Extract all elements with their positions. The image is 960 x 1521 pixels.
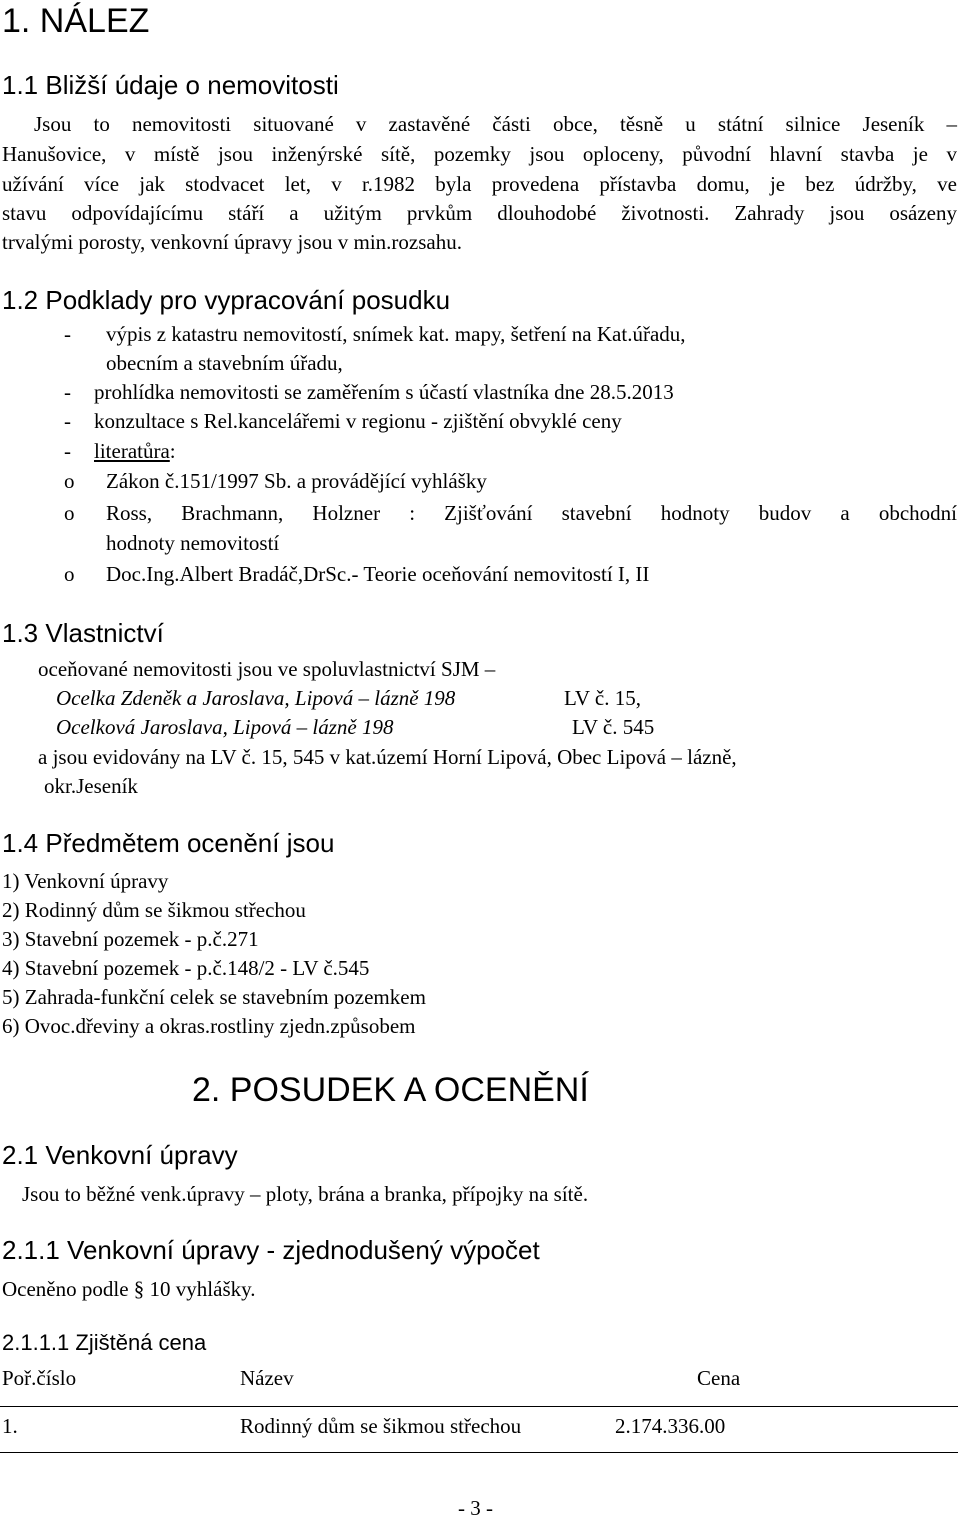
table-cell-price: 2.174.336.00	[615, 1414, 726, 1438]
list-item: výpis z katastru nemovitostí, snímek kat. mapy, šetření na Kat.úřadu,	[106, 322, 686, 346]
paragraph-line: užívání více jak stodvacet let, v r.1982 byla provedena přístavba domu, je bez údržby, ve	[2, 172, 957, 196]
list-bullet: -	[64, 439, 71, 463]
page-number: - 3 -	[458, 1496, 493, 1520]
table-header-name: Název	[240, 1366, 294, 1390]
list-bullet: o	[64, 469, 75, 493]
list-bullet: o	[64, 501, 75, 525]
section-2-1-1-text: Oceněno podle § 10 vyhlášky.	[2, 1277, 256, 1301]
section-2-1-heading: 2.1 Venkovní úpravy	[2, 1140, 238, 1170]
paragraph-line: trvalými porosty, venkovní úpravy jsou v min.rozsahu.	[2, 230, 462, 254]
table-rule	[0, 1406, 958, 1407]
section-2-heading: 2. POSUDEK A OCENĚNÍ	[192, 1071, 589, 1109]
section-1-1-heading: 1.1 Bližší údaje o nemovitosti	[2, 70, 339, 100]
owner-name: Ocelková Jaroslava, Lipová – lázně 198	[56, 715, 394, 739]
owner-lv: LV č. 545	[572, 715, 655, 739]
section-1-2-heading: 1.2 Podklady pro vypracování posudku	[2, 285, 451, 315]
list-item: hodnoty nemovitostí	[106, 531, 280, 555]
table-header-price: Cena	[697, 1366, 741, 1390]
section-1-heading: 1. NÁLEZ	[2, 2, 150, 40]
list-item: 2) Rodinný dům se šikmou střechou	[2, 898, 306, 922]
list-bullet: -	[64, 380, 71, 404]
owner-lv: LV č. 15,	[564, 686, 642, 710]
ownership-intro: oceňované nemovitosti jsou ve spoluvlastnictví SJM –	[38, 657, 496, 681]
list-item: Ross, Brachmann, Holzner : Zjišťování stavební hodnoty budov a obchodní	[106, 501, 957, 525]
registry-line: okr.Jeseník	[44, 774, 138, 798]
list-item: 4) Stavební pozemek - p.č.148/2 - LV č.545	[2, 956, 370, 980]
list-item: 5) Zahrada-funkční celek se stavebním pozemkem	[2, 985, 426, 1009]
list-item: 3) Stavební pozemek - p.č.271	[2, 927, 259, 951]
table-rule	[0, 1452, 958, 1453]
table-header-order: Poř.číslo	[2, 1366, 77, 1390]
registry-line: a jsou evidovány na LV č. 15, 545 v kat.území Horní Lipová, Obec Lipová – lázně,	[38, 745, 737, 769]
literature-label: literatůra	[94, 439, 170, 463]
list-item: konzultace s Rel.kancelářemi v regionu - zjištění obvyklé ceny	[94, 409, 622, 433]
section-2-1-1-heading: 2.1.1 Venkovní úpravy - zjednodušený výpočet	[2, 1235, 540, 1265]
list-item: Zákon č.151/1997 Sb. a provádějící vyhlášky	[106, 469, 487, 493]
list-item: obecním a stavebním úřadu,	[106, 351, 343, 375]
owner-name: Ocelka Zdeněk a Jaroslava, Lipová – lázně 198	[56, 686, 456, 710]
list-item: 1) Venkovní úpravy	[2, 869, 169, 893]
paragraph-line: Jsou to nemovitosti situované v zastavěné části obce, těsně u státní silnice Jeseník –	[34, 112, 957, 136]
list-item: Doc.Ing.Albert Bradáč,DrSc.- Teorie oceňování nemovitostí I, II	[106, 562, 650, 586]
literature-colon: :	[169, 439, 176, 463]
section-1-3-heading: 1.3 Vlastnictví	[2, 618, 164, 648]
list-item: prohlídka nemovitosti se zaměřením s účastí vlastníka dne 28.5.2013	[94, 380, 674, 404]
list-bullet: -	[64, 322, 71, 346]
section-2-1-1-1-heading: 2.1.1.1 Zjištěná cena	[2, 1330, 207, 1355]
paragraph-line: Hanušovice, v místě jsou inženýrské sítě, pozemky jsou oploceny, původní hlavní stavba je v	[2, 142, 957, 166]
list-item: 6) Ovoc.dřeviny a okras.rostliny zjedn.způsobem	[2, 1014, 416, 1038]
section-1-4-heading: 1.4 Předmětem ocenění jsou	[2, 828, 335, 858]
section-2-1-text: Jsou to běžné venk.úpravy – ploty, brána a branka, přípojky na sítě.	[22, 1182, 589, 1206]
paragraph-line: stavu odpovídajícímu stáří a užitým prvkům dlouhodobé životnosti. Zahrady jsou osázeny	[2, 201, 957, 225]
list-item	[94, 439, 176, 464]
table-cell-order: 1.	[2, 1414, 18, 1438]
list-bullet: o	[64, 562, 75, 586]
table-cell-name: Rodinný dům se šikmou střechou	[240, 1414, 522, 1438]
list-bullet: -	[64, 409, 71, 433]
